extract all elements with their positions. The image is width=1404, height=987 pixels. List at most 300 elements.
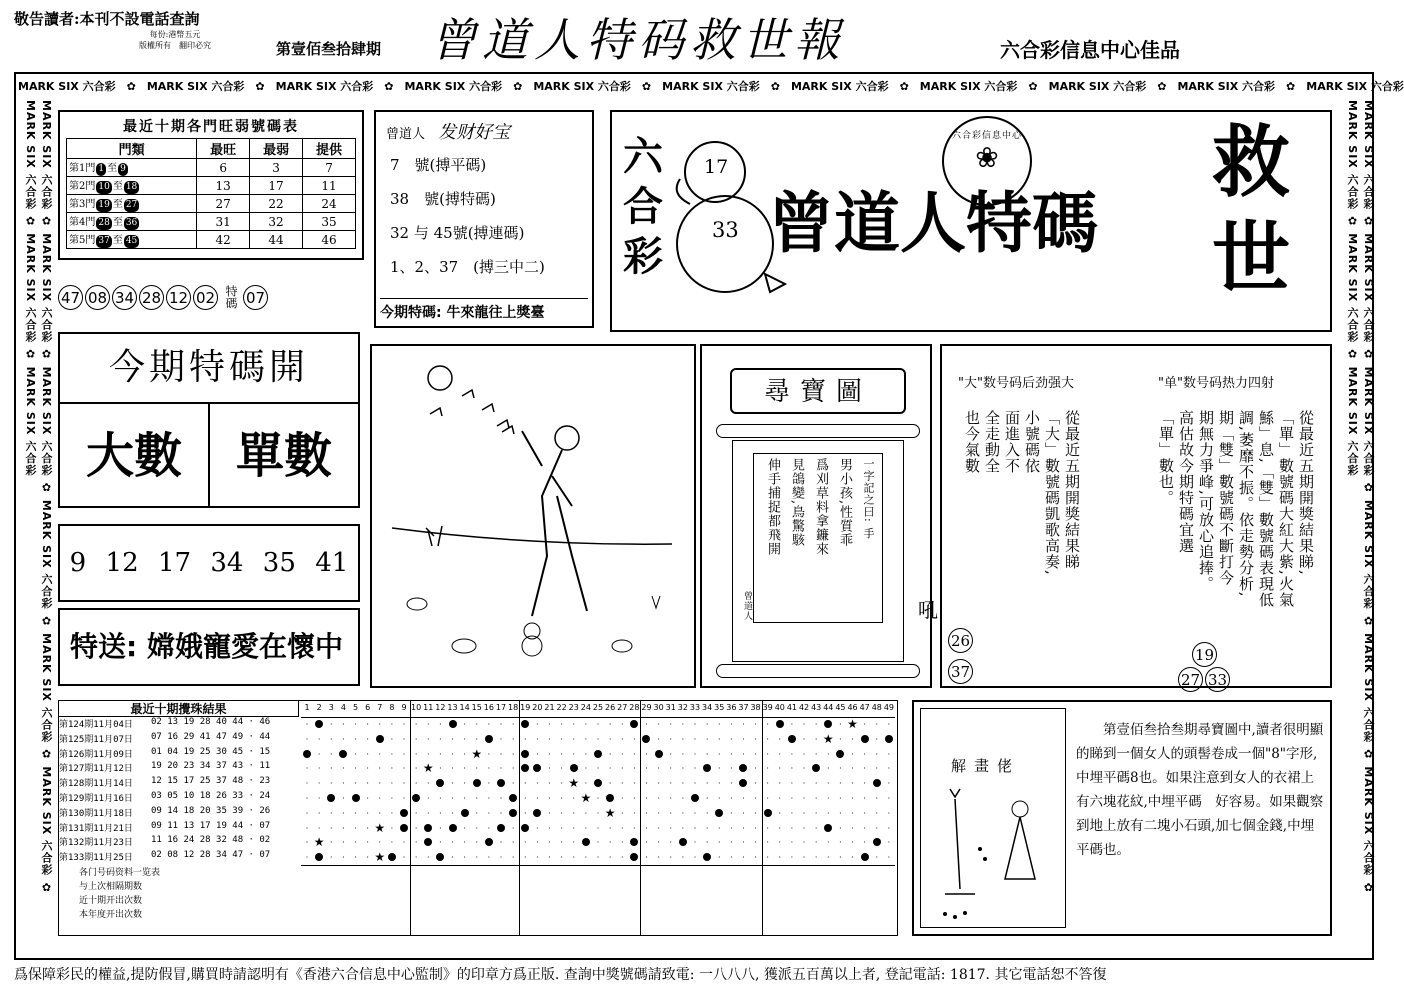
grid-special-mark: ★: [374, 820, 386, 835]
grid-empty-cell: ·: [669, 720, 672, 729]
grid-col-number: 41: [786, 703, 798, 712]
grid-empty-cell: ·: [742, 749, 745, 759]
grid-empty-cell: ·: [439, 764, 442, 774]
grid-empty-cell: ·: [584, 779, 588, 789]
grid-empty-cell: ·: [657, 823, 660, 833]
grid-empty-cell: ·: [645, 838, 648, 848]
grid-col-number: 35: [714, 703, 725, 712]
grid-empty-cell: ·: [487, 794, 491, 803]
grid-empty-cell: ·: [863, 808, 866, 818]
special-right: 單數: [235, 428, 332, 484]
rank-cold: 44: [250, 231, 303, 249]
analysis-col: 「大」數號碼凱歌高奏,: [1043, 410, 1061, 576]
grid-draw-mark: [386, 853, 398, 863]
stat-label: 近十期开出次数: [79, 896, 143, 906]
grid-empty-cell: ·: [790, 838, 794, 848]
pick-number: 17: [157, 548, 192, 578]
grid-empty-cell: ·: [790, 764, 794, 774]
grid-empty-cell: ·: [778, 808, 782, 818]
grid-empty-cell: ·: [863, 838, 866, 848]
grid-empty-cell: ·: [402, 720, 406, 729]
grid-empty-cell: ·: [669, 853, 672, 863]
grid-draw-mark: [410, 794, 422, 804]
grid-empty-cell: ·: [536, 794, 539, 803]
grid-col-number: 36: [726, 703, 737, 712]
grid-draw-mark: [628, 720, 640, 730]
grid-empty-cell: ·: [330, 764, 333, 774]
grid-empty-cell: ·: [402, 794, 406, 803]
analysis-col: 高估故今期特碼宜選: [1177, 410, 1195, 554]
draw-label: 第132期11月23日: [59, 838, 133, 849]
grid-empty-cell: ·: [305, 720, 309, 729]
grid-empty-cell: ·: [705, 838, 709, 848]
grid-empty-cell: ·: [487, 779, 491, 789]
grid-empty-cell: ·: [305, 779, 309, 789]
grid-draw-mark: [822, 720, 834, 730]
grid-empty-cell: ·: [766, 749, 769, 759]
grid-empty-cell: ·: [620, 734, 624, 744]
grid-empty-cell: ·: [596, 853, 600, 863]
ball: 02: [193, 285, 218, 310]
draw-numbers: 02 13 19 28 40 44 · 46: [151, 717, 271, 727]
pick-number: 9: [69, 548, 87, 578]
grid-empty-cell: ·: [366, 779, 369, 789]
grid-empty-cell: ·: [414, 823, 418, 833]
grid-empty-cell: ·: [730, 734, 733, 744]
analysis-col: 期無力爭峰,可放心追捧。: [1197, 410, 1215, 592]
rank-label: 第1門 1 至 9: [67, 159, 197, 177]
grid-empty-cell: ·: [330, 838, 333, 848]
grid-empty-cell: ·: [451, 853, 454, 863]
grid-draw-mark: [568, 764, 580, 774]
tips-author-label: 曾道人: [386, 127, 426, 142]
grid-draw-mark: [422, 824, 434, 834]
grid-col-number: 3: [328, 703, 334, 712]
grid-draw-mark: [398, 809, 410, 819]
grid-empty-cell: ·: [572, 853, 576, 863]
grid-empty-cell: ·: [875, 720, 879, 729]
grid-empty-cell: ·: [584, 734, 588, 744]
grid-empty-cell: ·: [305, 838, 309, 848]
grid-empty-cell: ·: [875, 734, 879, 744]
gift-box: 特送: 嫦娥寵愛在懷中: [58, 608, 360, 686]
woman-illustration: [925, 779, 1063, 925]
grid-empty-cell: ·: [814, 734, 818, 744]
grid-empty-cell: ·: [693, 764, 697, 774]
results-title: 最近十期攪珠結果: [59, 701, 299, 717]
grid-empty-cell: ·: [705, 823, 709, 833]
grid-draw-mark: [640, 735, 652, 745]
grid-empty-cell: ·: [463, 734, 466, 744]
grid-empty-cell: ·: [414, 779, 418, 789]
grid-empty-cell: ·: [620, 779, 624, 789]
grid-empty-cell: ·: [487, 823, 491, 833]
notice: [14, 8, 276, 56]
grid-empty-cell: ·: [863, 779, 866, 789]
grid-empty-cell: ·: [754, 838, 757, 848]
tip-line: 1、2、37 (搏三中二): [390, 258, 545, 276]
grid-special-mark: ★: [471, 746, 483, 761]
grid-empty-cell: ·: [802, 853, 806, 863]
footer-text: 爲保障彩民的權益,提防假冒,購買時請認明有《香港六合信息中心監制》的印章方爲正版. 查詢中獎號碼請致電: 一八八八, 獲派五百萬以上者, 登記電話: 1817. 其它電話恕不答復: [14, 967, 1107, 983]
grid-empty-cell: ·: [717, 779, 721, 789]
grid-special-mark: ★: [313, 835, 325, 850]
grid-empty-cell: ·: [402, 764, 406, 774]
grid-empty-cell: ·: [851, 779, 854, 789]
grid-empty-cell: ·: [802, 823, 806, 833]
grid-col-number: 7: [377, 703, 383, 712]
poem: [753, 453, 883, 623]
grid-col-number: 12: [435, 703, 446, 712]
grid-empty-cell: ·: [523, 734, 527, 744]
grid-empty-cell: ·: [827, 838, 830, 848]
grid-empty-cell: ·: [742, 720, 745, 729]
grid-empty-cell: ·: [463, 838, 466, 848]
grid-col-number: 18: [508, 703, 519, 712]
numbers-box: [58, 524, 360, 602]
rank-cold: 32: [250, 213, 303, 231]
poem-title: 一字記之曰: 手: [862, 458, 875, 540]
grid-empty-cell: ·: [620, 823, 624, 833]
tip-line: 38 號(搏特碼): [390, 190, 496, 208]
grid-empty-cell: ·: [354, 823, 357, 833]
grid-empty-cell: ·: [523, 808, 527, 818]
grid-empty-cell: ·: [681, 734, 685, 744]
grid-empty-cell: ·: [536, 779, 539, 789]
grid-empty-cell: ·: [511, 779, 515, 789]
grid-empty-cell: ·: [511, 720, 515, 729]
grid-draw-mark: [713, 809, 725, 819]
grid-draw-mark: [325, 794, 337, 804]
grid-empty-cell: ·: [390, 749, 394, 759]
grid-empty-cell: ·: [730, 808, 733, 818]
ball: 28: [139, 285, 164, 310]
grid-empty-cell: ·: [342, 853, 345, 863]
grid-empty-cell: ·: [463, 779, 466, 789]
grid-empty-cell: ·: [354, 838, 357, 848]
grid-col-number: 22: [556, 703, 567, 712]
grid-empty-cell: ·: [487, 808, 491, 818]
grid-empty-cell: ·: [427, 808, 430, 818]
grid-empty-cell: ·: [560, 749, 563, 759]
analysis-box: [940, 344, 1332, 688]
grid-draw-mark: [701, 853, 713, 863]
grid-empty-cell: ·: [633, 808, 636, 818]
grid-empty-cell: ·: [887, 808, 891, 818]
grid-empty-cell: ·: [354, 853, 357, 863]
grid-empty-cell: ·: [827, 853, 830, 863]
grid-draw-mark: [519, 764, 531, 774]
grid-empty-cell: ·: [814, 838, 818, 848]
analysis-col: 「單」數號碼大紅大紫,火氣: [1277, 410, 1295, 608]
ball: 27: [1178, 667, 1203, 692]
grid-empty-cell: ·: [681, 808, 685, 818]
grid-empty-cell: ·: [827, 779, 830, 789]
grid-col-number: 13: [447, 703, 458, 712]
grid-empty-cell: ·: [742, 734, 745, 744]
analysis-col: 「單」數也。: [1157, 410, 1175, 506]
grid-special-mark: ★: [568, 776, 580, 791]
rank-header: 最弱: [250, 139, 303, 159]
grid-empty-cell: ·: [451, 779, 454, 789]
grid-empty-cell: ·: [414, 808, 418, 818]
stat-label: 各门号码资料一览表: [79, 868, 161, 878]
grid-empty-cell: ·: [475, 838, 479, 848]
grid-empty-cell: ·: [548, 794, 551, 803]
grid-draw-mark: [531, 809, 543, 819]
grid-empty-cell: ·: [317, 808, 321, 818]
grid-empty-cell: ·: [511, 823, 515, 833]
grid-empty-cell: ·: [851, 749, 854, 759]
grid-empty-cell: ·: [487, 853, 491, 863]
grid-col-number: 21: [544, 703, 555, 712]
grid-empty-cell: ·: [693, 808, 697, 818]
draw-label: 第125期11月07日: [59, 734, 133, 745]
grid-empty-cell: ·: [814, 720, 818, 729]
grid-col-number: 38: [750, 703, 761, 712]
grid-empty-cell: ·: [475, 734, 479, 744]
special-label: 特碼: [224, 285, 238, 309]
grid-empty-cell: ·: [451, 794, 454, 803]
draw-numbers: 12 15 17 25 37 48 · 23: [151, 776, 271, 787]
publisher: 六合彩信息中心佳品: [1000, 38, 1180, 62]
grid-empty-cell: ·: [560, 720, 563, 729]
grid-empty-cell: ·: [705, 749, 709, 759]
grid-col-number: 32: [677, 703, 688, 712]
grid-col-number: 17: [495, 703, 507, 712]
grid-empty-cell: ·: [572, 794, 576, 803]
rank-row: [67, 195, 356, 213]
grid-empty-cell: ·: [790, 779, 794, 789]
grid-empty-cell: ·: [463, 720, 466, 729]
ball: 37: [948, 659, 973, 684]
grid-empty-cell: ·: [754, 749, 757, 759]
grid-empty-cell: ·: [366, 734, 369, 744]
grid-empty-cell: ·: [317, 734, 321, 744]
rank-row: [67, 177, 356, 195]
grid-empty-cell: ·: [693, 720, 697, 729]
left-banner: MARK SIX 六合彩 ✿ MARK SIX 六合彩 ✿ MARK SIX 六合彩 ✿ MARK SIX 六合彩 ✿ MARK SIX 六合彩 ✿ MARK SIX 六合彩 ✿ MARK SIX 六合彩 ✿ MARK SIX 六合彩 ✿ MARK SIX 六合彩: [24, 100, 53, 895]
rank-header: 最旺: [197, 139, 250, 159]
grid-empty-cell: ·: [778, 749, 782, 759]
grid-empty-cell: ·: [693, 734, 697, 744]
grid-empty-cell: ·: [839, 794, 842, 803]
grid-empty-cell: ·: [499, 853, 503, 863]
explain-label: 解畫佬: [951, 757, 1021, 775]
logo-title: 曾道人特碼: [768, 184, 1098, 262]
grid-empty-cell: ·: [802, 734, 806, 744]
grid-col-number: 48: [871, 703, 882, 712]
grid-empty-cell: ·: [390, 779, 394, 789]
grid-empty-cell: ·: [839, 853, 842, 863]
grid-empty-cell: ·: [548, 853, 551, 863]
grid-empty-cell: ·: [730, 853, 733, 863]
grid-empty-cell: ·: [427, 734, 430, 744]
draw-list: [59, 717, 299, 865]
grid-empty-cell: ·: [620, 749, 624, 759]
grid-empty-cell: ·: [390, 808, 394, 818]
grid-special-mark: ★: [580, 791, 592, 805]
draw-row: [59, 791, 299, 806]
grid-empty-cell: ·: [705, 720, 709, 729]
grid-col-number: 15: [471, 703, 482, 712]
grid-empty-cell: ·: [705, 734, 709, 744]
grid-empty-cell: ·: [754, 734, 757, 744]
analysis-head-right: "单"数号码热力四射: [1158, 376, 1274, 391]
analysis-col: 調,萎靡不振。依走勢分析,: [1237, 410, 1255, 598]
grid-empty-cell: ·: [645, 823, 648, 833]
grid-empty-cell: ·: [633, 779, 636, 789]
grid-empty-cell: ·: [766, 853, 769, 863]
grid-empty-cell: ·: [669, 734, 672, 744]
grid-empty-cell: ·: [560, 764, 563, 774]
poem-line: 見鴿變,鳥驚駭: [789, 458, 804, 548]
grid-empty-cell: ·: [620, 794, 624, 803]
explain-illustration: [920, 708, 1066, 928]
grid-empty-cell: ·: [560, 853, 563, 863]
grid-empty-cell: ·: [366, 808, 369, 818]
grid-empty-cell: ·: [742, 838, 745, 848]
grid-empty-cell: ·: [305, 734, 309, 744]
rank-cold: 17: [250, 177, 303, 195]
logo-box: [610, 110, 1332, 332]
grid-empty-cell: ·: [427, 853, 430, 863]
grid-empty-cell: ·: [536, 823, 539, 833]
grid-empty-cell: ·: [427, 749, 430, 759]
grid-empty-cell: ·: [790, 794, 794, 803]
grid-draw-mark: [604, 794, 616, 804]
grid-empty-cell: ·: [523, 779, 527, 789]
ball: 19: [1192, 642, 1217, 667]
grid-empty-cell: ·: [499, 734, 503, 744]
grid-empty-cell: ·: [596, 808, 600, 818]
grid-draw-mark: [519, 824, 531, 834]
draw-label: 第127期11月12日: [59, 764, 133, 775]
grid-empty-cell: ·: [875, 764, 879, 774]
grid-col-number: 27: [617, 703, 628, 712]
grid-empty-cell: ·: [487, 720, 491, 729]
explain-box: [912, 700, 1332, 936]
grid-empty-cell: ·: [572, 720, 576, 729]
grid-empty-cell: ·: [814, 794, 818, 803]
grid-empty-cell: ·: [584, 808, 588, 818]
grid-empty-cell: ·: [511, 853, 515, 863]
grid-empty-cell: ·: [572, 734, 576, 744]
grid-col-number: 40: [774, 703, 785, 712]
grid-empty-cell: ·: [887, 838, 891, 848]
grid-empty-cell: ·: [390, 823, 394, 833]
grid-draw-mark: [628, 853, 640, 863]
rank-header: 提供: [303, 139, 356, 159]
rank-hot: 31: [197, 213, 250, 231]
analysis-col: 小號碼依: [1023, 410, 1041, 474]
grid-draw-mark: [628, 838, 640, 848]
grid-empty-cell: ·: [499, 749, 503, 759]
grid-empty-cell: ·: [778, 794, 782, 803]
grid-empty-cell: ·: [330, 823, 333, 833]
grid-empty-cell: ·: [427, 779, 430, 789]
grid-empty-cell: ·: [560, 779, 563, 789]
draw-numbers: 19 20 23 34 37 43 · 11: [151, 761, 271, 772]
logo-world: 世: [1212, 213, 1291, 304]
grid-empty-cell: ·: [584, 823, 588, 833]
grid-draw-mark: [495, 779, 507, 789]
analysis-col: 期「雙」數號碼不斷打今: [1217, 410, 1235, 586]
grid-empty-cell: ·: [827, 808, 830, 818]
grid-empty-cell: ·: [572, 749, 576, 759]
grid-draw-mark: [446, 720, 458, 730]
grid-empty-cell: ·: [827, 764, 830, 774]
grid-header: [301, 701, 895, 718]
grid-empty-cell: ·: [463, 794, 466, 803]
grid-empty-cell: ·: [523, 838, 527, 848]
grid-empty-cell: ·: [560, 794, 563, 803]
grid-empty-cell: ·: [839, 823, 842, 833]
grid-empty-cell: ·: [439, 734, 442, 744]
scroll-top: [716, 424, 920, 438]
grid-empty-cell: ·: [633, 764, 636, 774]
grid-col-number: 31: [665, 703, 676, 712]
grid-empty-cell: ·: [451, 838, 454, 848]
grid-col-number: 45: [835, 703, 846, 712]
grid-empty-cell: ·: [669, 779, 672, 789]
grid-empty-cell: ·: [657, 808, 660, 818]
grid-empty-cell: ·: [317, 764, 321, 774]
grid-empty-cell: ·: [766, 779, 769, 789]
grid-col-number: 5: [352, 703, 359, 712]
grid-empty-cell: ·: [669, 749, 672, 759]
analysis-col: 從最近五期開獎結果睇,: [1297, 410, 1315, 576]
grid-draw-mark: [871, 838, 883, 848]
grid-empty-cell: ·: [378, 720, 382, 729]
grid-empty-cell: ·: [366, 764, 369, 774]
boy-catching-birds-illustration: [372, 346, 694, 686]
grid-empty-cell: ·: [657, 764, 660, 774]
grid-col-number: 10: [411, 703, 422, 712]
grid-draw-mark: [592, 779, 604, 789]
grid-empty-cell: ·: [717, 838, 721, 848]
grid-empty-cell: ·: [378, 764, 382, 774]
grid-empty-cell: ·: [378, 779, 382, 789]
draw-label: 第129期11月16日: [59, 793, 133, 804]
grid-empty-cell: ·: [572, 823, 576, 833]
grid-empty-cell: ·: [839, 808, 842, 818]
ball: 08: [85, 285, 110, 310]
grid-draw-mark: [519, 750, 531, 760]
grid-draw-mark: [859, 735, 871, 745]
special-left: 大數: [60, 404, 210, 508]
grid-separator: [301, 865, 895, 866]
grid-empty-cell: ·: [330, 853, 333, 863]
seal-emblem: 六合彩信息中心 ❀: [942, 116, 1032, 206]
grid-special-mark: ★: [422, 761, 434, 776]
analysis-col: 全走動全: [983, 410, 1001, 474]
grid-empty-cell: ·: [778, 779, 782, 789]
draw-numbers: 02 08 12 28 34 47 · 07: [151, 850, 271, 861]
grid-empty-cell: ·: [475, 794, 479, 803]
rank-label: 第3門 19 至 27: [67, 195, 197, 213]
grid-empty-cell: ·: [536, 838, 539, 848]
grid-empty-cell: ·: [839, 838, 842, 848]
grid-empty-cell: ·: [802, 720, 806, 729]
grid-empty-cell: ·: [596, 720, 600, 729]
draw-label: 第130期11月18日: [59, 808, 133, 819]
analysis-col: 也今氣數: [963, 410, 981, 474]
grid-empty-cell: ·: [330, 749, 333, 759]
grid-draw-mark: [871, 779, 883, 789]
grid-empty-cell: ·: [754, 779, 757, 789]
grid-empty-cell: ·: [790, 853, 794, 863]
